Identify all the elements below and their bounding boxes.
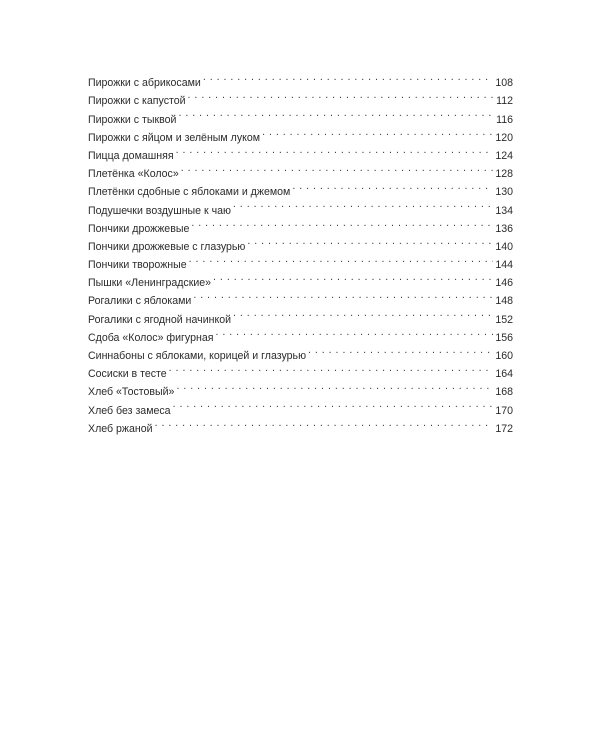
toc-dot-leader — [181, 159, 493, 177]
toc-entry-page: 136 — [495, 222, 513, 235]
toc-entry-title: Хлеб без замеса — [88, 404, 171, 417]
toc-entry-title: Подушечки воздушные к чаю — [88, 204, 231, 217]
toc-entry-title: Пышки «Ленинградские» — [88, 277, 212, 290]
toc-dot-leader — [193, 286, 493, 304]
toc-dot-leader — [233, 304, 493, 322]
toc-entry-title: Рогалики с яблоками — [88, 295, 192, 308]
toc-entry-title: Пирожки с абрикосами — [88, 77, 201, 90]
toc-dot-leader — [262, 123, 493, 141]
toc-dot-leader — [173, 395, 493, 413]
toc-dot-leader — [191, 214, 493, 232]
toc-entry-page: 140 — [495, 240, 513, 253]
toc-entry-title: Пончики дрожжевые — [88, 222, 190, 235]
toc-entry-page: 164 — [495, 368, 513, 381]
toc-entry-title: Синнабоны с яблоками, корицей и глазурью — [88, 350, 307, 362]
toc-dot-leader — [176, 377, 493, 395]
toc-dot-leader — [247, 232, 493, 250]
toc-entry-page: 170 — [495, 404, 513, 417]
toc-entry-title: Рогалики с ягодной начинкой — [88, 313, 232, 326]
toc-entry-title: Пирожки с тыквой — [88, 113, 177, 126]
toc-entry-page: 134 — [495, 204, 513, 217]
toc-entry-title: Пирожки с капустой — [88, 95, 186, 108]
toc-entry-title: Плетёнка «Колос» — [88, 168, 179, 181]
toc-entry-page: 172 — [495, 422, 513, 435]
toc-entry-page: 116 — [496, 113, 513, 126]
toc-entry-page: 124 — [495, 149, 513, 162]
toc-entry-page: 168 — [495, 386, 513, 399]
toc-entry-page: 108 — [495, 77, 513, 90]
toc-entry-page: 148 — [495, 295, 513, 308]
toc-dot-leader — [178, 104, 493, 122]
toc-entry-page: 160 — [495, 350, 513, 362]
toc-dot-leader — [292, 177, 493, 195]
toc-dot-leader — [213, 268, 493, 286]
toc-dot-leader — [176, 141, 493, 159]
toc-dot-leader — [308, 341, 493, 359]
toc-dot-leader — [215, 323, 493, 341]
toc-entry-title: Хлеб «Тостовый» — [88, 386, 175, 399]
toc-dot-leader — [188, 86, 493, 104]
toc-entry-page: 152 — [495, 313, 513, 326]
toc-entry-page: 144 — [495, 259, 513, 272]
toc-entry-page: 156 — [495, 331, 513, 344]
toc-entry-title: Сосиски в тесте — [88, 368, 167, 381]
toc-dot-leader — [169, 359, 493, 377]
toc-dot-leader — [155, 414, 493, 432]
toc-dot-leader — [189, 250, 493, 268]
toc-dot-leader — [203, 68, 493, 86]
toc-entry-title: Пирожки с яйцом и зелёным луком — [88, 131, 261, 144]
toc-entry — [88, 68, 513, 90]
toc-entry-page: 128 — [495, 168, 513, 181]
toc-entry-page: 120 — [495, 131, 513, 144]
toc-entry-title: Пончики творожные — [88, 259, 187, 272]
toc-dot-leader — [233, 195, 493, 213]
toc-entry-page: 146 — [495, 277, 513, 290]
toc-entry-title: Пицца домашняя — [88, 149, 174, 162]
toc-entry-page: 112 — [496, 95, 513, 108]
toc-entry-title: Пончики дрожжевые с глазурью — [88, 240, 246, 253]
toc-entry-title: Хлеб ржаной — [88, 422, 153, 435]
toc-entry-title: Сдоба «Колос» фигурная — [88, 331, 214, 344]
table-of-contents — [88, 68, 513, 435]
toc-entry-title: Плетёнки сдобные с яблоками и джемом — [88, 186, 291, 199]
toc-entry-page: 130 — [495, 186, 513, 199]
